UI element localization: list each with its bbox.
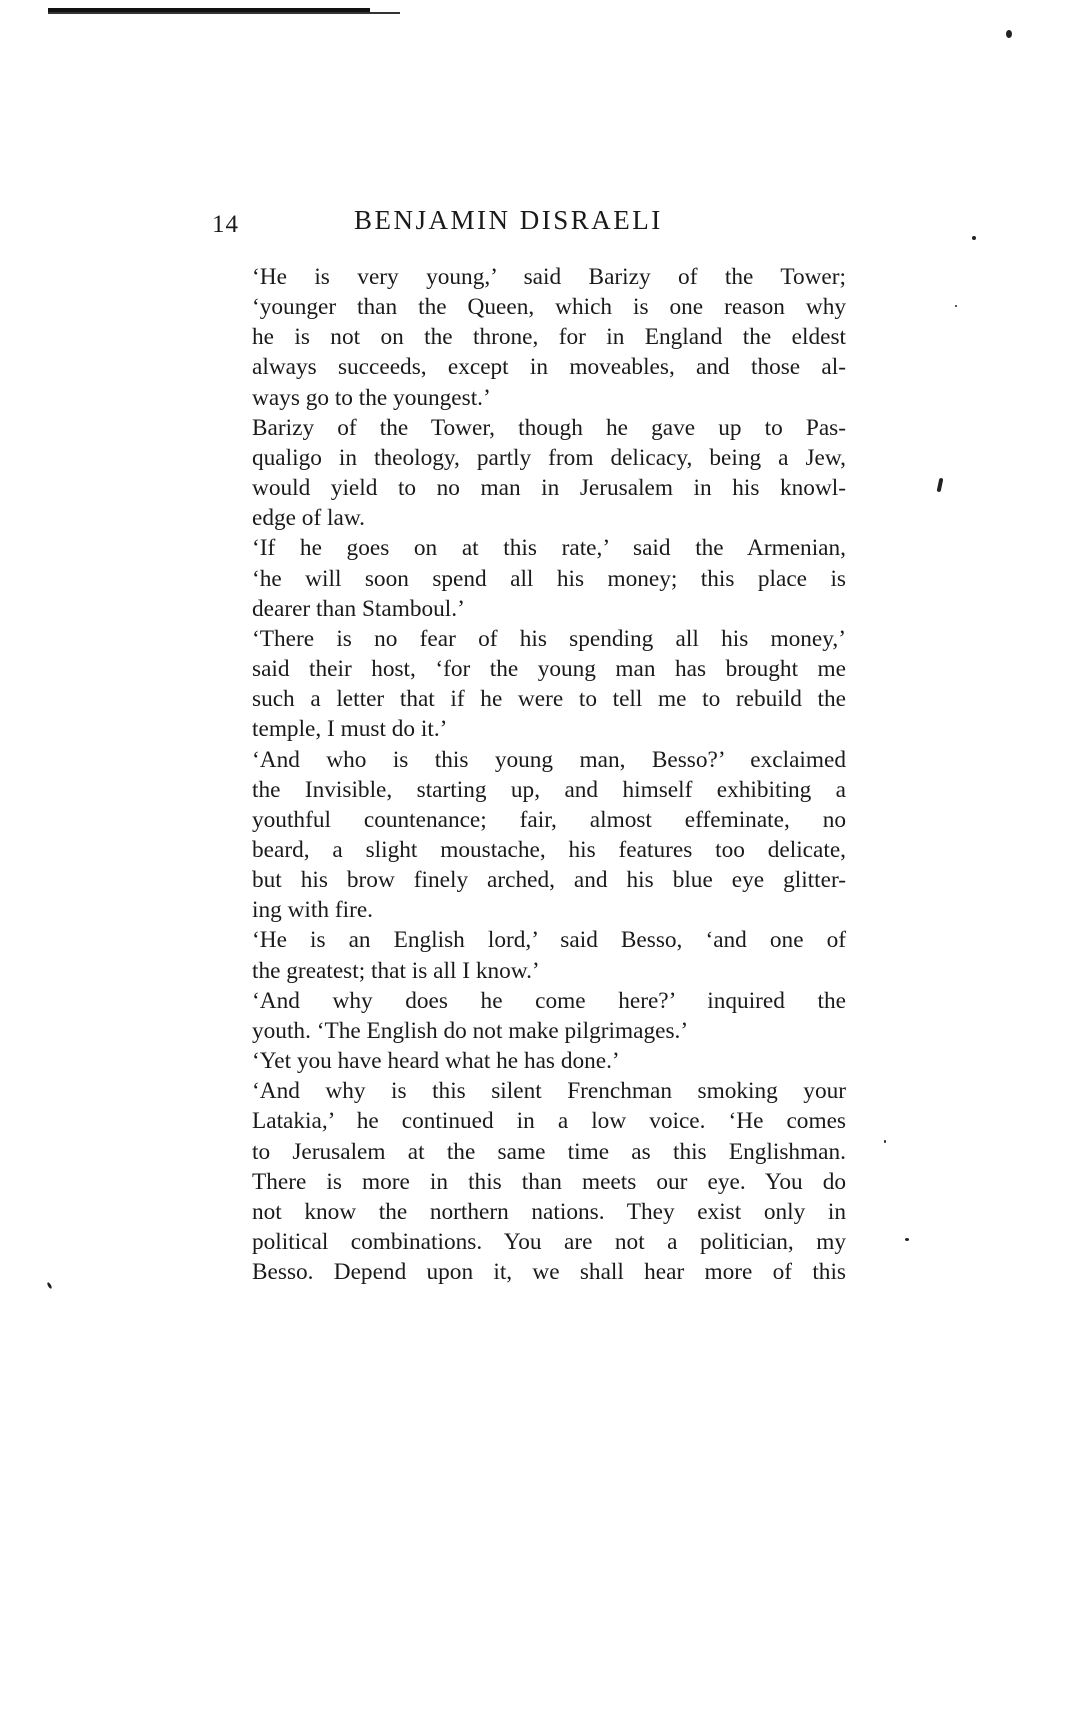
scan-speck (1006, 30, 1012, 38)
scan-speck (972, 236, 976, 240)
text-line: There is more in this than meets our eye. You do (252, 1168, 846, 1195)
paragraph (212, 413, 846, 534)
text-line: dearer than Stamboul.’ (252, 595, 465, 622)
text-line: ‘There is no fear of his spending all his money,’ (252, 625, 846, 652)
text-line: ‘he will soon spend all his money; this place is (252, 565, 846, 592)
text-line: but his brow finely arched, and his blue eye glitter- (252, 867, 846, 894)
text-line: to Jerusalem at the same time as this Englishman. (252, 1138, 846, 1165)
scan-speck (884, 1140, 886, 1143)
running-title: BENJAMIN DISRAELI (354, 205, 663, 235)
paragraph (212, 624, 846, 745)
text-line: ‘And why does he come here?’ inquired the (252, 987, 846, 1014)
text-line: youth. ‘The English do not make pilgrimages.’ (252, 1017, 689, 1044)
text-line: ‘younger than the Queen, which is one reason why (252, 294, 846, 321)
paragraph (212, 533, 846, 623)
scan-speck (955, 305, 957, 307)
text-line: would yield to no man in Jerusalem in his knowl- (252, 475, 846, 502)
text-line: beard, a slight moustache, his features too delicate, (252, 836, 846, 863)
text-line: ‘And why is this silent Frenchman smoking your (252, 1078, 846, 1105)
paragraph (212, 745, 846, 926)
running-head (212, 205, 772, 245)
text-line: Besso. Depend upon it, we shall hear more of this (252, 1259, 846, 1286)
text-line: Barizy of the Tower, though he gave up to Pas- (252, 414, 846, 441)
text-line: ‘Yet you have heard what he has done.’ (252, 1048, 620, 1075)
text-line: the greatest; that is all I know.’ (252, 957, 540, 984)
page-number: 14 (212, 211, 239, 238)
text-line: ‘And who is this young man, Besso?’ exclaimed (252, 746, 846, 773)
text-line: ‘If he goes on at this rate,’ said the Armenian, (252, 535, 846, 562)
text-line: temple, I must do it.’ (252, 716, 448, 743)
paragraph (212, 262, 846, 413)
text-line: Latakia,’ he continued in a low voice. ‘He comes (252, 1108, 846, 1135)
text-line: political combinations. You are not a politician, my (252, 1229, 846, 1255)
text-line: said their host, ‘for the young man has brought me (252, 656, 846, 683)
paragraph (212, 986, 846, 1046)
scan-speck (46, 1282, 52, 1290)
text-line: not know the northern nations. They exist only in (252, 1198, 846, 1225)
top-edge-rule-thin (48, 12, 400, 14)
text-line: ways go to the youngest.’ (252, 384, 491, 411)
text-line: always succeeds, except in moveables, and those al- (252, 354, 846, 381)
text-line: edge of law. (252, 505, 365, 532)
text-line: the Invisible, starting up, and himself exhibiting a (252, 776, 846, 803)
text-line: ‘He is very young,’ said Barizy of the Tower; (252, 264, 846, 290)
text-line: youthful countenance; fair, almost effeminate, no (252, 806, 846, 833)
paragraph (212, 1046, 846, 1076)
paragraph (212, 1076, 846, 1287)
paragraph (212, 925, 846, 985)
body-text (212, 262, 846, 1287)
text-line: he is not on the throne, for in England the eldest (252, 324, 846, 351)
scan-speck (937, 478, 944, 493)
text-line: such a letter that if he were to tell me to rebuild the (252, 686, 846, 713)
text-line: ‘He is an English lord,’ said Besso, ‘and one of (252, 927, 846, 954)
text-line: qualigo in theology, partly from delicacy, being a Jew, (252, 444, 846, 471)
text-line: ing with fire. (252, 897, 373, 924)
scan-speck (905, 1238, 909, 1241)
